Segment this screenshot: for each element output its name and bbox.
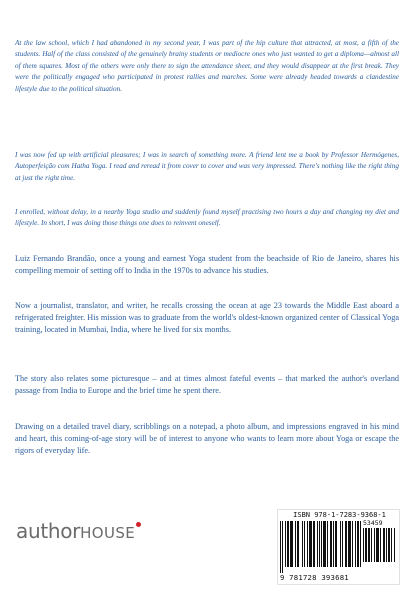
- ean-digits: 9 781728 393681: [280, 573, 349, 582]
- quote-excerpt-1: At the law school, which I had abandoned in my second year, I was part of the hip culture that attracted, at most, a fifth of the students. Half of the class consisted of the genuinely brainy students or mediocre ones who just wanted to get a diploma—almost all of them squares. Most of the others were only there to sign the attendance sheet, and they would disappear at the first break. They were the politically engaged who participated in protest rallies and marches. Some were already headed towards a clandestine lifestyle due to the political situation.: [15, 39, 399, 93]
- isbn-text: ISBN 978-1-7283-9368-1: [293, 511, 386, 519]
- quote-excerpt-3: I enrolled, without delay, in a nearby Yoga studio and suddenly found myself practising two hours a day and changing my diet and lifestyle. In short, I was doing those things one does to reinvent oneself.: [15, 208, 399, 228]
- description-paragraph-4: Drawing on a detailed travel diary, scribblings on a notepad, a photo album, and impressions engraved in his mind and heart, this coming-of-age story will be of interest to anyone who wants to learn more about Yoga or escape the rigors of everyday life.: [15, 422, 399, 456]
- description-paragraph-3: The story also relates some picturesque – and at times almost fateful events – that marked the author's overland passage from India to Europe and the brief time he spent there.: [15, 374, 399, 396]
- quote-excerpt-2: I was now fed up with artificial pleasures; I was in search of something more. A friend lent me a book by Professor Hermógenes, Autoperfeição com Hatha Yoga. I read and reread it from cover to cover and was very impressed. There's nothing like the right thing at just the right time.: [15, 151, 399, 182]
- barcode-block: [277, 509, 400, 585]
- price-code: 53459: [363, 519, 383, 527]
- publisher-logo-author: author: [16, 519, 81, 543]
- registered-dot-icon: [136, 522, 141, 527]
- description-paragraph-1: Luiz Fernando Brandão, once a young and earnest Yoga student from the beachside of Rio de Janeiro, shares his compelling memoir of setting off to India in the 1970s to advance his studies.: [15, 254, 399, 276]
- publisher-logo: [16, 519, 141, 543]
- ean-barcode-icon: [280, 521, 362, 573]
- addon-barcode-icon: [363, 528, 397, 568]
- publisher-logo-house: HOUSE: [80, 524, 136, 542]
- description-paragraph-2: Now a journalist, translator, and writer, he recalls crossing the ocean at age 23 towards the Middle East aboard a refrigerated freighter. His mission was to graduate from the world's oldest-known organized center of Classical Yoga training, located in Mumbai, India, where he lived for six months.: [15, 301, 399, 335]
